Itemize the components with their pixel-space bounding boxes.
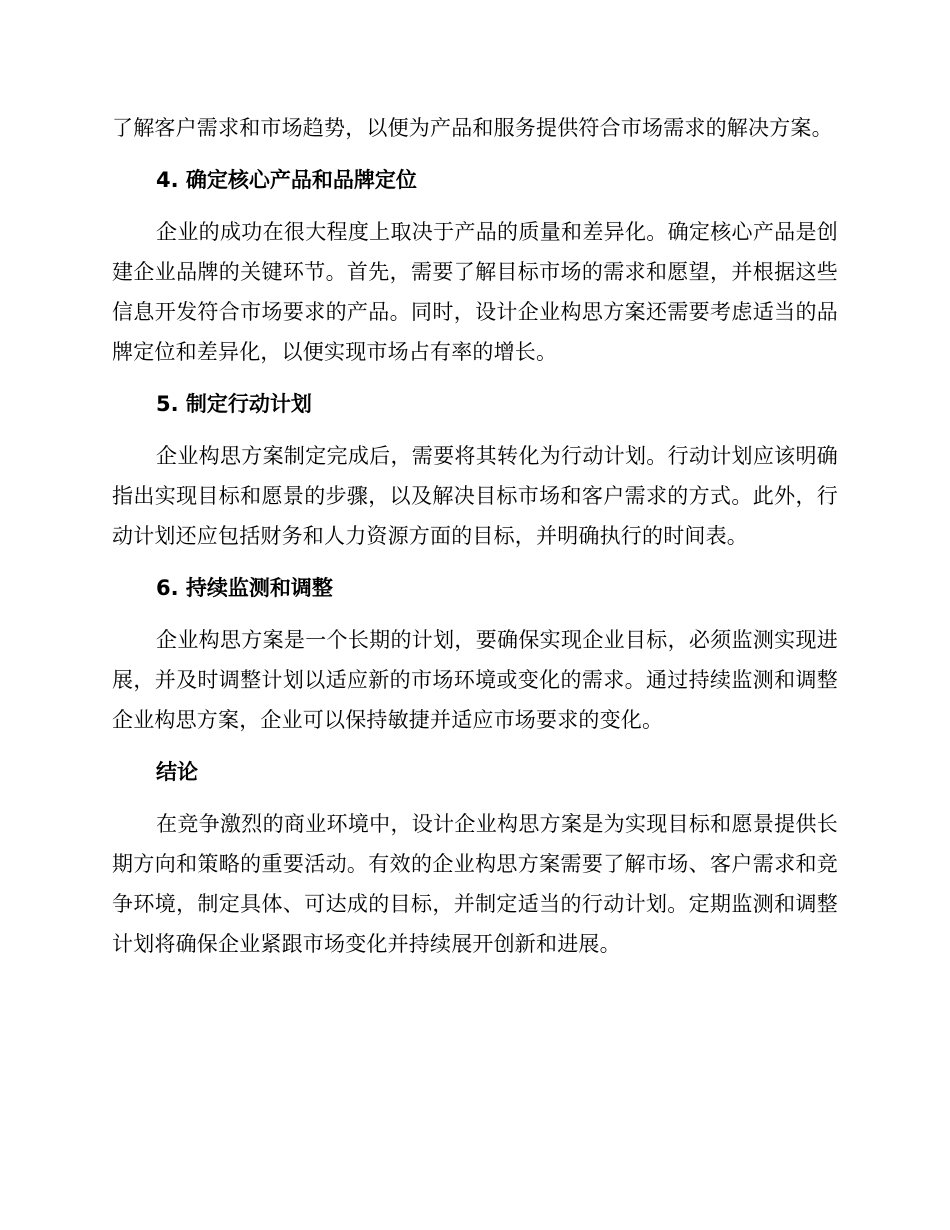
section-monitoring	[112, 568, 838, 740]
section-paragraph: 企业构思方案制定完成后，需要将其转化为行动计划。行动计划应该明确指出实现目标和愿景的步骤，以及解决目标市场和客户需求的方式。此外，行动计划还应包括财务和人力资源方面的目标，并明确执行的时间表。	[112, 444, 838, 548]
section-heading: 5. 制定行动计划	[156, 392, 312, 416]
section-paragraph: 在竞争激烈的商业环境中，设计企业构思方案是为实现目标和愿景提供长期方向和策略的重要活动。有效的企业构思方案需要了解市场、客户需求和竞争环境，制定具体、可达成的目标，并制定适当的行动计划。定期监测和调整计划将确保企业紧跟市场变化并持续展开创新和进展。	[112, 812, 838, 956]
section-heading: 4. 确定核心产品和品牌定位	[156, 168, 417, 192]
intro-paragraph: 了解客户需求和市场趋势，以便为产品和服务提供符合市场需求的解决方案。	[112, 116, 833, 140]
section-conclusion	[112, 752, 838, 964]
section-core-product	[112, 160, 838, 372]
section-action-plan	[112, 384, 838, 556]
section-heading: 6. 持续监测和调整	[156, 576, 333, 600]
section-heading: 结论	[156, 760, 198, 784]
section-paragraph: 企业构思方案是一个长期的计划，要确保实现企业目标，必须监测实现进展，并及时调整计划以适应新的市场环境或变化的需求。通过持续监测和调整企业构思方案，企业可以保持敏捷并适应市场要求的变化。	[112, 628, 838, 732]
section-paragraph: 企业的成功在很大程度上取决于产品的质量和差异化。确定核心产品是创建企业品牌的关键环节。首先，需要了解目标市场的需求和愿望，并根据这些信息开发符合市场要求的产品。同时，设计企业构思方案还需要考虑适当的品牌定位和差异化，以便实现市场占有率的增长。	[112, 220, 838, 364]
